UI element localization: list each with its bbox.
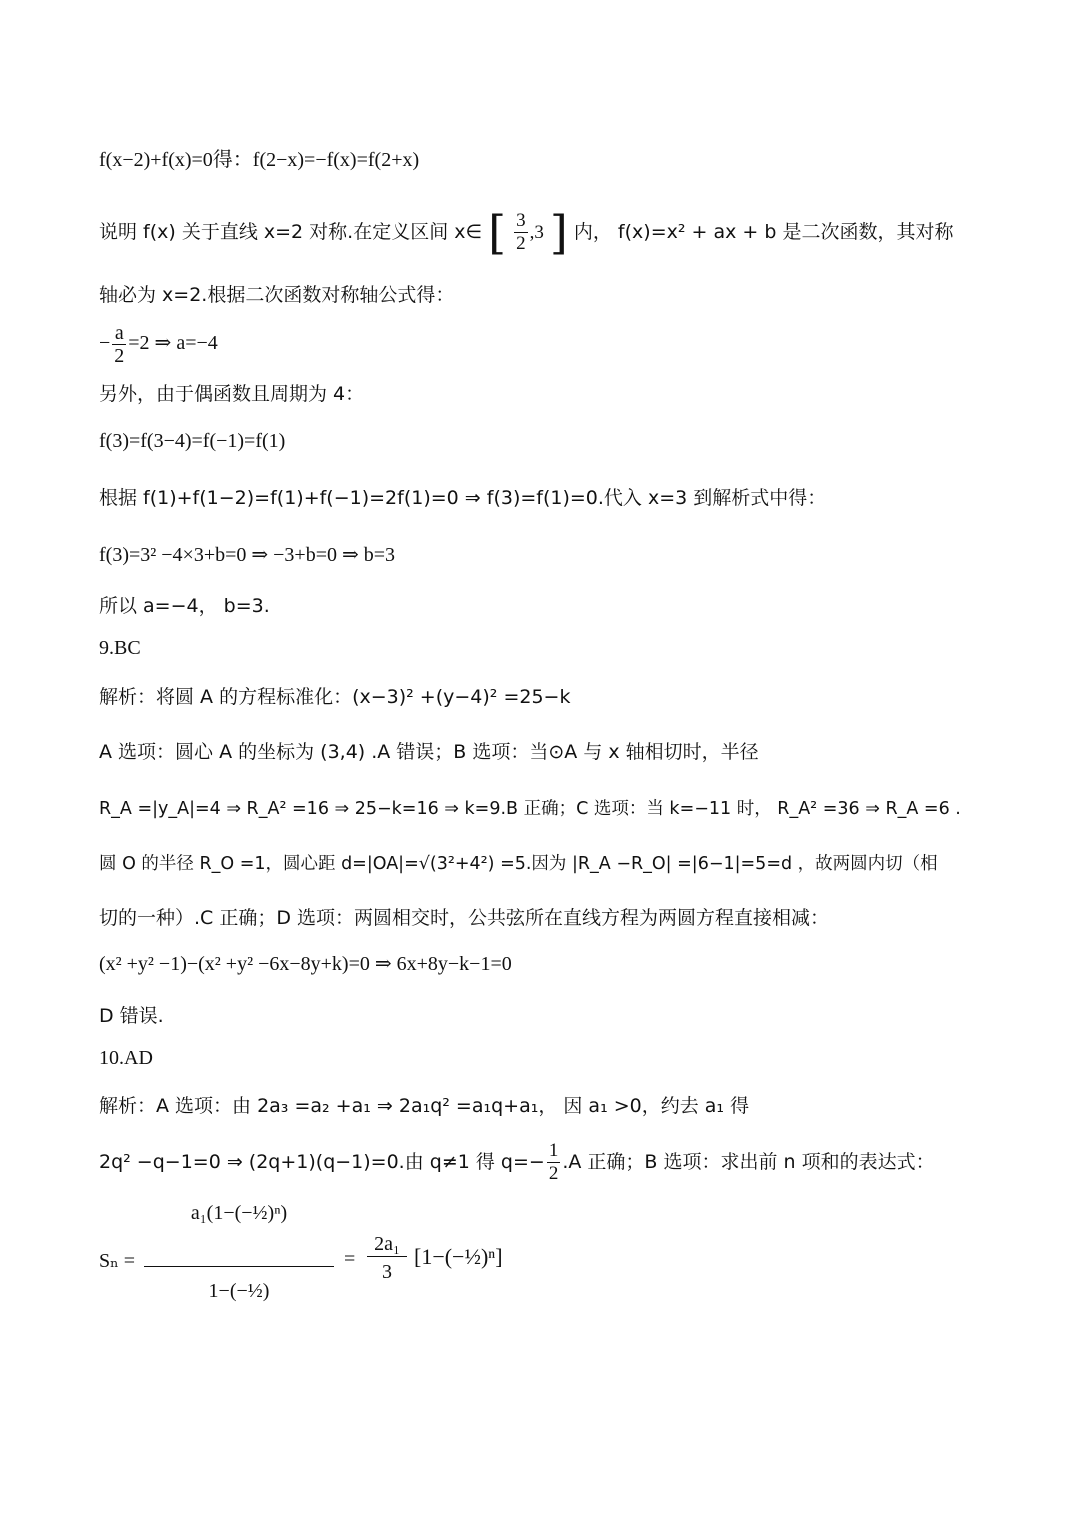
equals-sign: =	[344, 1248, 356, 1270]
numerator: 1	[548, 1140, 559, 1161]
line-6	[99, 427, 989, 455]
denominator: 2	[516, 233, 526, 254]
numerator: 3	[516, 210, 526, 231]
text: 2q² −q−1=0 ⇒ (2q+1)(q−1)=0.由 q≠1 得 q=−	[99, 1151, 545, 1173]
text: 根据 f(1)+f(1−2)=f(1)+f(−1)=2f(1)=0 ⇒ f(3)=f(1)=0.代入 x=3 到解析式中得：	[99, 487, 827, 509]
line-11	[99, 683, 989, 711]
sn-lhs: Sₙ =	[99, 1250, 136, 1272]
coef-denominator: 3	[382, 1261, 392, 1283]
text: 轴必为 x=2.根据二次函数对称轴公式得：	[99, 284, 455, 306]
line-18	[99, 1044, 989, 1072]
line-15	[99, 904, 989, 932]
line-19	[99, 1092, 989, 1120]
denominator: 2	[114, 344, 125, 367]
line-8	[99, 541, 989, 569]
coef-numerator: 2a₁	[367, 1232, 407, 1257]
minus-sign: −	[99, 332, 111, 354]
numerator: a	[112, 322, 126, 345]
denominator: 2	[548, 1163, 559, 1184]
line-5	[99, 380, 989, 408]
line-12	[99, 738, 989, 766]
text: 另外，由于偶函数且周期为 4：	[99, 383, 365, 405]
text: A 选项：圆心 A 的坐标为 (3,4) .A 错误；B 选项：当⊙A 与 x 轴相切时，半径	[99, 741, 759, 763]
right-bracket: ]	[549, 205, 568, 260]
line-17	[99, 1002, 989, 1030]
line-3	[99, 281, 989, 309]
equation: f(3)=3² −4×3+b=0 ⇒ −3+b=0 ⇒ b=3	[99, 544, 396, 566]
sn-denominator: 1−(−½)	[208, 1280, 270, 1302]
interval	[488, 205, 568, 260]
text: 内， f(x)=x² + ax + b 是二次函数，其对称	[573, 221, 954, 243]
fraction	[112, 322, 126, 367]
equation: f(x−2)+f(x)=0得：f(2−x)=−f(x)=f(2+x)	[99, 149, 420, 171]
bracket-expression: [1−(−½)ⁿ]	[414, 1244, 503, 1269]
line-10	[99, 634, 989, 662]
text: D 错误.	[99, 1005, 164, 1027]
text: 切的一种）.C 正确；D 选项：两圆相交时，公共弦所在直线方程为两圆方程直接相减：	[99, 907, 830, 929]
fraction	[547, 1140, 561, 1185]
equation: (x² +y² −1)−(x² +y² −6x−8y+k)=0 ⇒ 6x+8y−k−1=0	[99, 953, 512, 975]
line-4	[99, 318, 989, 368]
text: 说明 f(x) 关于直线 x=2 对称.在定义区间 x∈	[99, 221, 483, 243]
answer-label: 10.AD	[99, 1047, 153, 1069]
line-9	[99, 592, 989, 620]
interval-end: ,3	[529, 222, 544, 243]
fraction-bar	[144, 1266, 334, 1267]
sn-numerator: a₁(1−(−½)ⁿ)	[190, 1202, 288, 1224]
sn-formula	[99, 1196, 699, 1336]
text: R_A =|y_A|=4 ⇒ R_A² =16 ⇒ 25−k=16 ⇒ k=9.B 正确；C 选项：当 k=−11 时， R_A² =36 ⇒ R_A =6 .	[99, 799, 961, 819]
line-7	[99, 484, 989, 512]
text: .A 正确；B 选项：求出前 n 项和的表达式：	[562, 1151, 935, 1173]
line-16	[99, 950, 989, 978]
answer-label: 9.BC	[99, 637, 141, 659]
equation: =2 ⇒ a=−4	[128, 332, 218, 354]
line-20	[99, 1136, 989, 1188]
line-13	[99, 795, 989, 823]
line-1	[99, 146, 989, 174]
text: 解析：将圆 A 的方程标准化：(x−3)² +(y−4)² =25−k	[99, 686, 571, 708]
text: 所以 a=−4， b=3.	[99, 595, 270, 617]
line-14	[99, 850, 989, 878]
fraction	[514, 210, 528, 255]
line-2	[99, 205, 989, 260]
equation: f(3)=f(3−4)=f(−1)=f(1)	[99, 430, 286, 452]
text: 解析：A 选项：由 2a₃ =a₂ +a₁ ⇒ 2a₁q² =a₁q+a₁， 因 a₁ >0，约去 a₁ 得	[99, 1095, 750, 1117]
left-bracket: [	[488, 205, 507, 260]
text: 圆 O 的半径 R_O =1，圆心距 d=|OA|=√(3²+4²) =5.因为 |R_A −R_O| =|6−1|=5=d ，故两圆内切（相	[99, 854, 938, 874]
